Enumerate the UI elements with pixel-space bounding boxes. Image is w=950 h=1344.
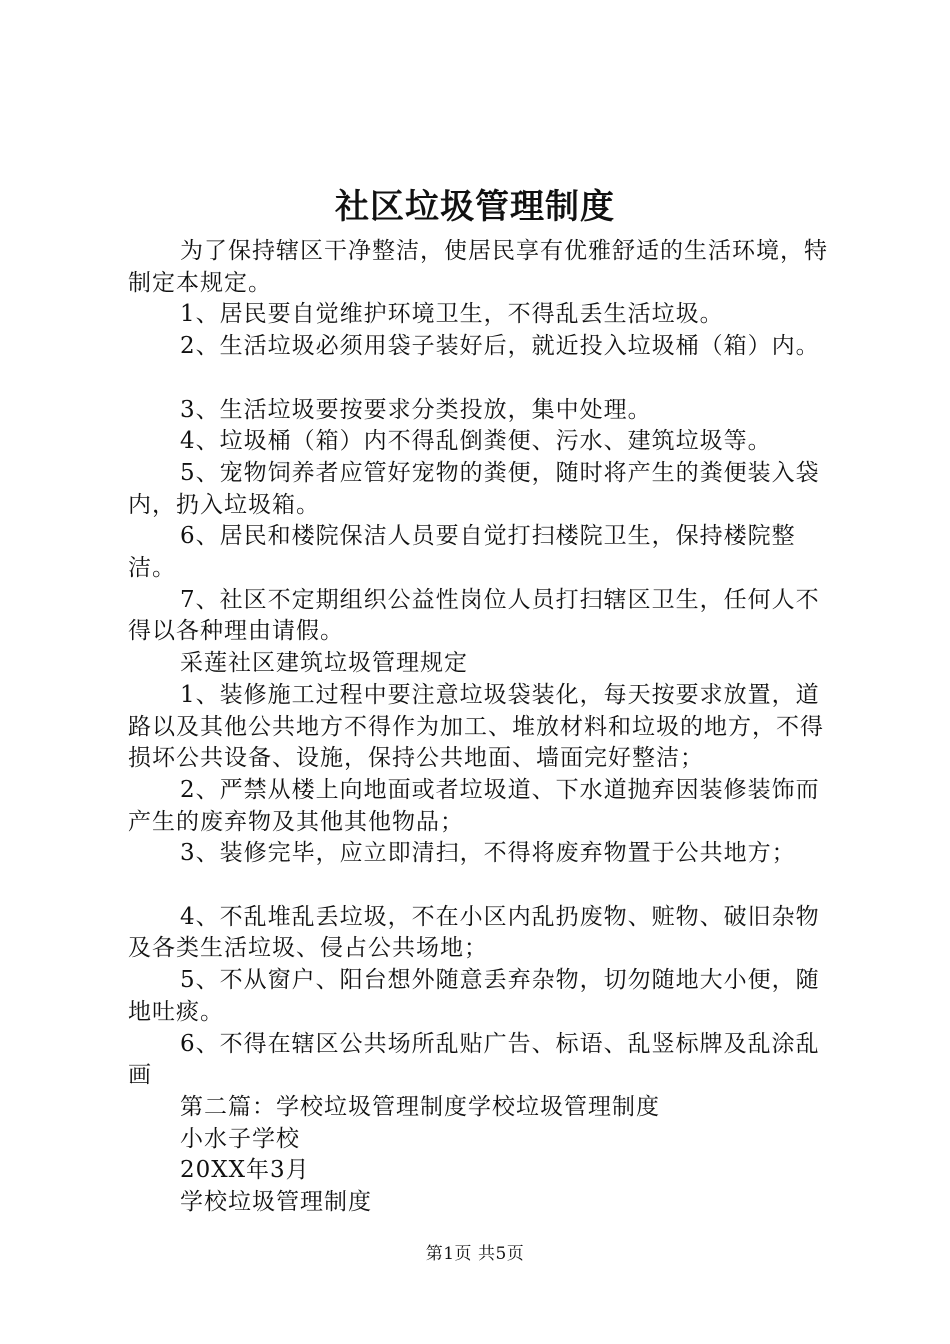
paragraph-construction-4: 4、不乱堆乱丢垃圾，不在小区内乱扔废物、赃物、破旧杂物及各类生活垃圾、侵占公共场地； [128, 903, 820, 962]
blank-line [128, 363, 840, 395]
paragraph-construction-2: 2、严禁从楼上向地面或者垃圾道、下水道抛弃因装修装饰而产生的废弃物及其他其他物品； [128, 776, 820, 835]
paragraph-construction-6: 6、不得在辖区公共场所乱贴广告、标语、乱竖标牌及乱涂乱画 [128, 1030, 820, 1089]
document-title: 社区垃圾管理制度 [335, 187, 615, 227]
paragraph-rule-2: 2、生活垃圾必须用袋子装好后，就近投入垃圾桶（箱）内。 [180, 333, 820, 360]
school-name: 小水子学校 [180, 1125, 300, 1152]
page-footer: 第1页 共5页 [425, 1244, 525, 1264]
blank-line [128, 870, 840, 902]
paragraph-rule-5: 5、宠物饲养者应管好宠物的粪便，随时将产生的粪便装入袋内，扔入垃圾箱。 [128, 459, 820, 518]
paragraph-construction-3: 3、装修完毕，应立即清扫，不得将废弃物置于公共地方； [180, 840, 796, 867]
paragraph-rule-7: 7、社区不定期组织公益性岗位人员打扫辖区卫生，任何人不得以各种理由请假。 [128, 586, 820, 645]
section-heading-construction: 采莲社区建筑垃圾管理规定 [180, 650, 468, 677]
section-heading-part-two: 第二篇：学校垃圾管理制度学校垃圾管理制度 [180, 1093, 660, 1120]
paragraph-rule-3: 3、生活垃圾要按要求分类投放，集中处理。 [180, 396, 652, 423]
paragraph-rule-1: 1、居民要自觉维护环境卫生，不得乱丢生活垃圾。 [180, 301, 724, 328]
subsection-title: 学校垃圾管理制度 [180, 1189, 372, 1216]
document-date: 20XX年3月 [180, 1157, 310, 1184]
document-body [128, 236, 840, 1219]
paragraph-construction-1: 1、装修施工过程中要注意垃圾袋装化，每天按要求放置，道路以及其他公共地方不得作为加工、堆放材料和垃圾的地方，不得损坏公共设备、设施，保持公共地面、墙面完好整洁； [128, 681, 824, 772]
paragraph-rule-4: 4、垃圾桶（箱）内不得乱倒粪便、污水、建筑垃圾等。 [180, 428, 772, 455]
paragraph-construction-5: 5、不从窗户、阳台想外随意丢弃杂物，切勿随地大小便，随地吐痰。 [128, 967, 820, 1025]
paragraph-intro: 为了保持辖区干净整洁，使居民享有优雅舒适的生活环境，特制定本规定。 [128, 238, 828, 296]
paragraph-rule-6: 6、居民和楼院保洁人员要自觉打扫楼院卫生，保持楼院整洁。 [128, 523, 796, 582]
